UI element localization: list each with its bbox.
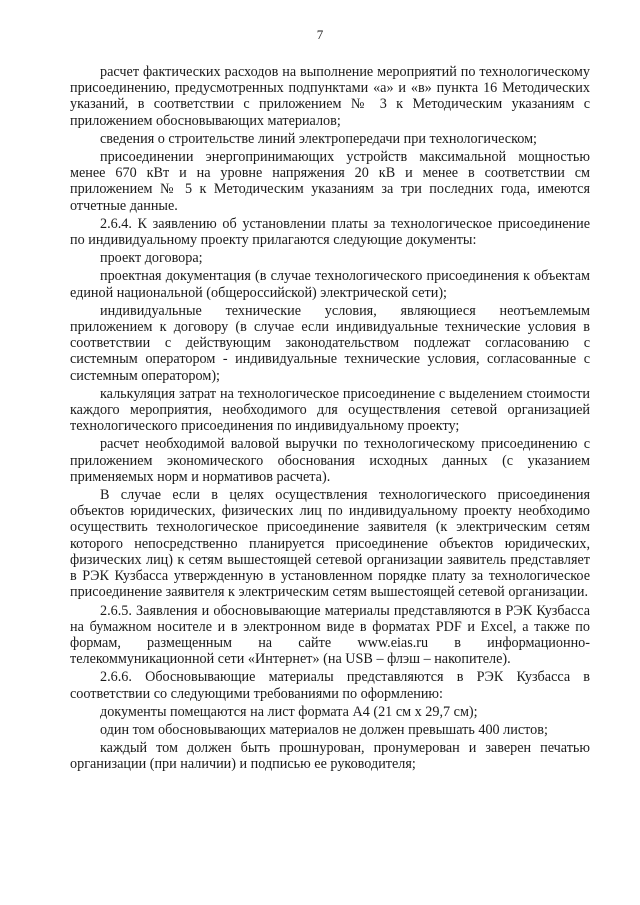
- paragraph-2-6-4: 2.6.4. К заявлению об установлении платы за технологическое присоединение по индивидуальному проекту прилагаются следующие документы:: [70, 215, 590, 249]
- document-body: [70, 64, 590, 773]
- paragraph-actual-expenses: расчет фактических расходов на выполнение мероприятий по технологическому присоединению, предусмотренных подпунктами «а» и «в» пункта 16 Методических указаний, в соответствии с приложением № 3 к Методическим указаниям с приложением обосновывающих материалов;: [70, 64, 590, 129]
- paragraph-contract-draft: проект договора;: [100, 250, 203, 267]
- paragraph-2-6-6: 2.6.6. Обосновывающие материалы представляются в РЭК Кузбасса в соответствии со следующими требованиями по оформлению:: [70, 669, 590, 702]
- paragraph-connection-data: присоединении энергопринимающих устройств максимальной мощностью менее 670 кВт и на уровне напряжения 20 кВ и менее в соответствии см приложением № 5 к Методическим указаниям за три последних года, имеются отчетные данные.: [70, 149, 590, 214]
- paragraph-binding-requirements: каждый том должен быть прошнурован, пронумерован и заверен печатью организации (при наличии) и подписью ее руководителя;: [70, 740, 590, 773]
- paragraph-volume-limit: один том обосновывающих материалов не должен превышать 400 листов;: [100, 721, 548, 738]
- paragraph-2-6-5: 2.6.5. Заявления и обосновывающие материалы представляются в РЭК Кузбасса на бумажном носителе и в электронном виде в форматах PDF и Excel, а также по формам, размещенным на сайте www.eias.ru в информационно-телекоммуникационной сети «Интернет» (на USB – флэш – накопителе).: [70, 602, 590, 668]
- paragraph-project-docs: проектная документация (в случае технологического присоединения к объектам единой национальной (общероссийской) электрической сети);: [70, 268, 590, 301]
- paragraph-revenue-calculation: расчет необходимой валовой выручки по технологическому присоединению с приложением экономического обоснования исходных данных (с указанием применяемых норм и нормативов расчета).: [70, 436, 590, 485]
- paragraph-technical-conditions: индивидуальные технические условия, являющиеся неотъемлемым приложением к договору (в случае если индивидуальные технические условия в соответствии с действующим законодательством подлежат согласованию с системным оператором - индивидуальные технические условия, согласованные с системным оператором);: [70, 302, 590, 384]
- page-number: 7: [316, 27, 324, 42]
- paragraph-a4-format: документы помещаются на лист формата А4 (21 см х 29,7 см);: [100, 703, 478, 720]
- paragraph-cost-calculation: калькуляция затрат на технологическое присоединение с выделением стоимости каждого мероприятия, необходимого для осуществления сетевой организацией технологического присоединения по индивидуальному проекту;: [70, 385, 590, 435]
- paragraph-upstream-connection: В случае если в целях осуществления технологического присоединения объектов юридических, физических лиц по индивидуальному проекту необходимо осуществить технологическое присоединение заявителя (к электрическим сетям которого непосредственно планируется присоединение объектов юридических, физических лиц) к сетям вышестоящей сетевой организации заявитель представляет в РЭК Кузбасса утвержденную в установленном порядке плату за технологическое присоединение заявителя к электрическим сетям вышестоящей сетевой организации.: [70, 487, 590, 601]
- paragraph-power-lines-info: сведения о строительстве линий электропередачи при технологическом;: [100, 130, 537, 147]
